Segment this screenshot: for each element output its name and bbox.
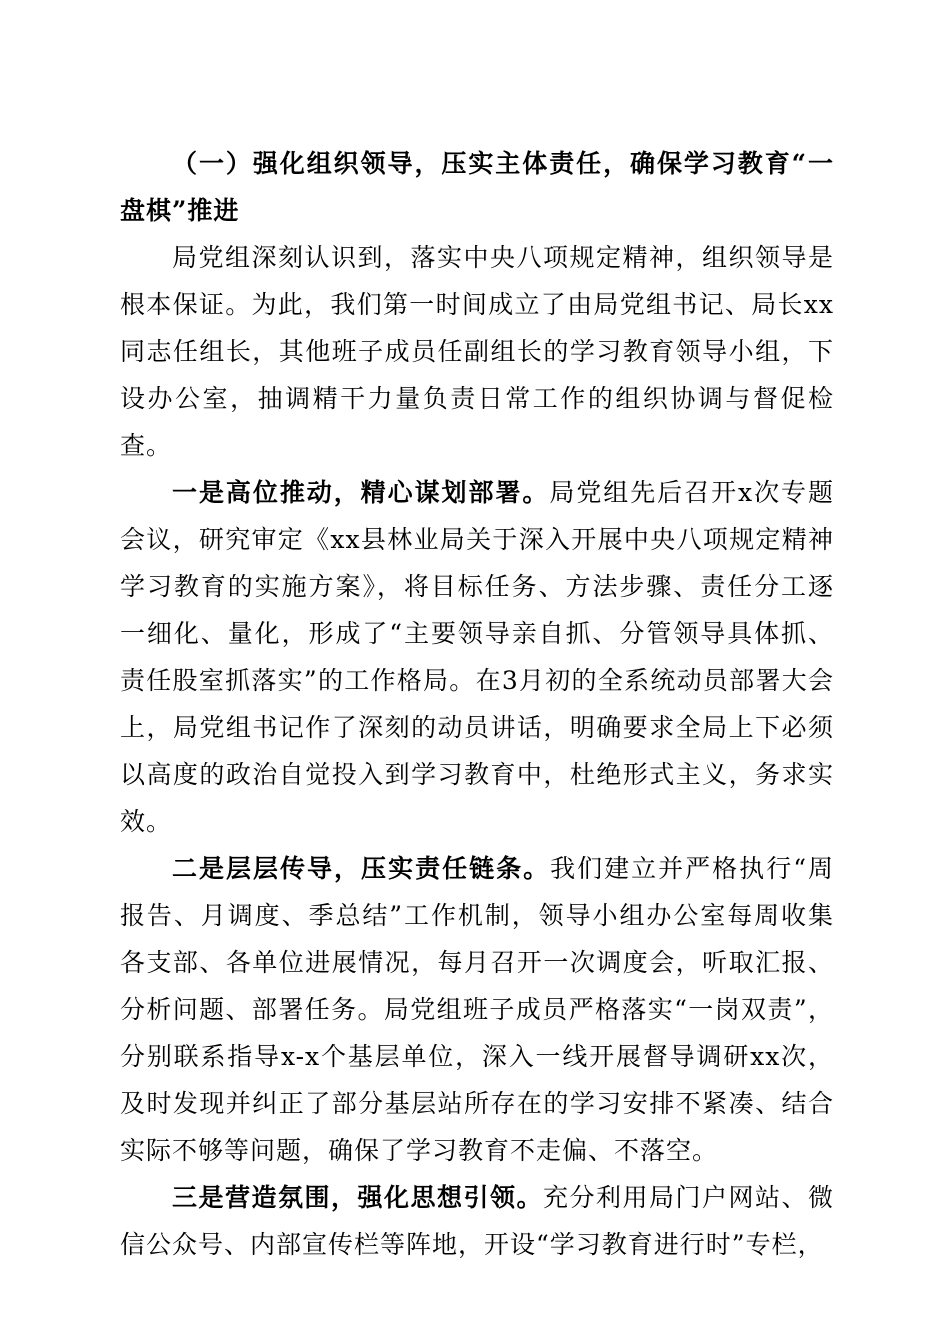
paragraph-text: 局党组深刻认识到，落实中央八项规定精神，组织领导是根本保证。为此，我们第一时间成立了由局党组书记、局长xx同志任组长，其他班子成员任副组长的学习教育领导小组，下设办公室，抽调精干力量负责日常工作的组织协调与督促检查。	[120, 243, 834, 460]
paragraph-lead: 一是高位推动，精心谋划部署。	[172, 478, 550, 507]
section-heading: （一）强化组织领导，压实主体责任，确保学习教育“一盘棋”推进	[120, 149, 834, 225]
paragraph-text: 充分利用局门户网站、微信公众号、内部宣传栏等阵地，开设“学习教育进行时”专栏，	[120, 1183, 834, 1259]
document-body	[120, 140, 834, 1268]
paragraph-text: 局党组先后召开x次专题会议，研究审定《xx县林业局关于深入开展中央八项规定精神学习教育的实施方案》，将目标任务、方法步骤、责任分工逐一细化、量化，形成了“主要领导亲自抓、分管领导具体抓、责任股室抓落实”的工作格局。在3月初的全系统动员部署大会上，局党组书记作了深刻的动员讲话，明确要求全局上下必须以高度的政治自觉投入到学习教育中，杜绝形式主义，务求实效。	[120, 478, 834, 836]
paragraph-point-one	[120, 469, 834, 845]
paragraph-point-two	[120, 845, 834, 1174]
paragraph-text: 我们建立并严格执行“周报告、月调度、季总结”工作机制，领导小组办公室每周收集各支部、各单位进展情况，每月召开一次调度会，听取汇报、分析问题、部署任务。局党组班子成员严格落实“一岗双责”，分别联系指导x-x个基层单位，深入一线开展督导调研xx次，及时发现并纠正了部分基层站所存在的学习安排不紧凑、结合实际不够等问题，确保了学习教育不走偏、不落空。	[120, 854, 834, 1165]
paragraph-lead: 二是层层传导，压实责任链条。	[172, 854, 551, 883]
paragraph-point-three	[120, 1174, 834, 1268]
paragraph-intro	[120, 234, 834, 469]
paragraph-lead: 三是营造氛围，强化思想引领。	[172, 1183, 543, 1212]
